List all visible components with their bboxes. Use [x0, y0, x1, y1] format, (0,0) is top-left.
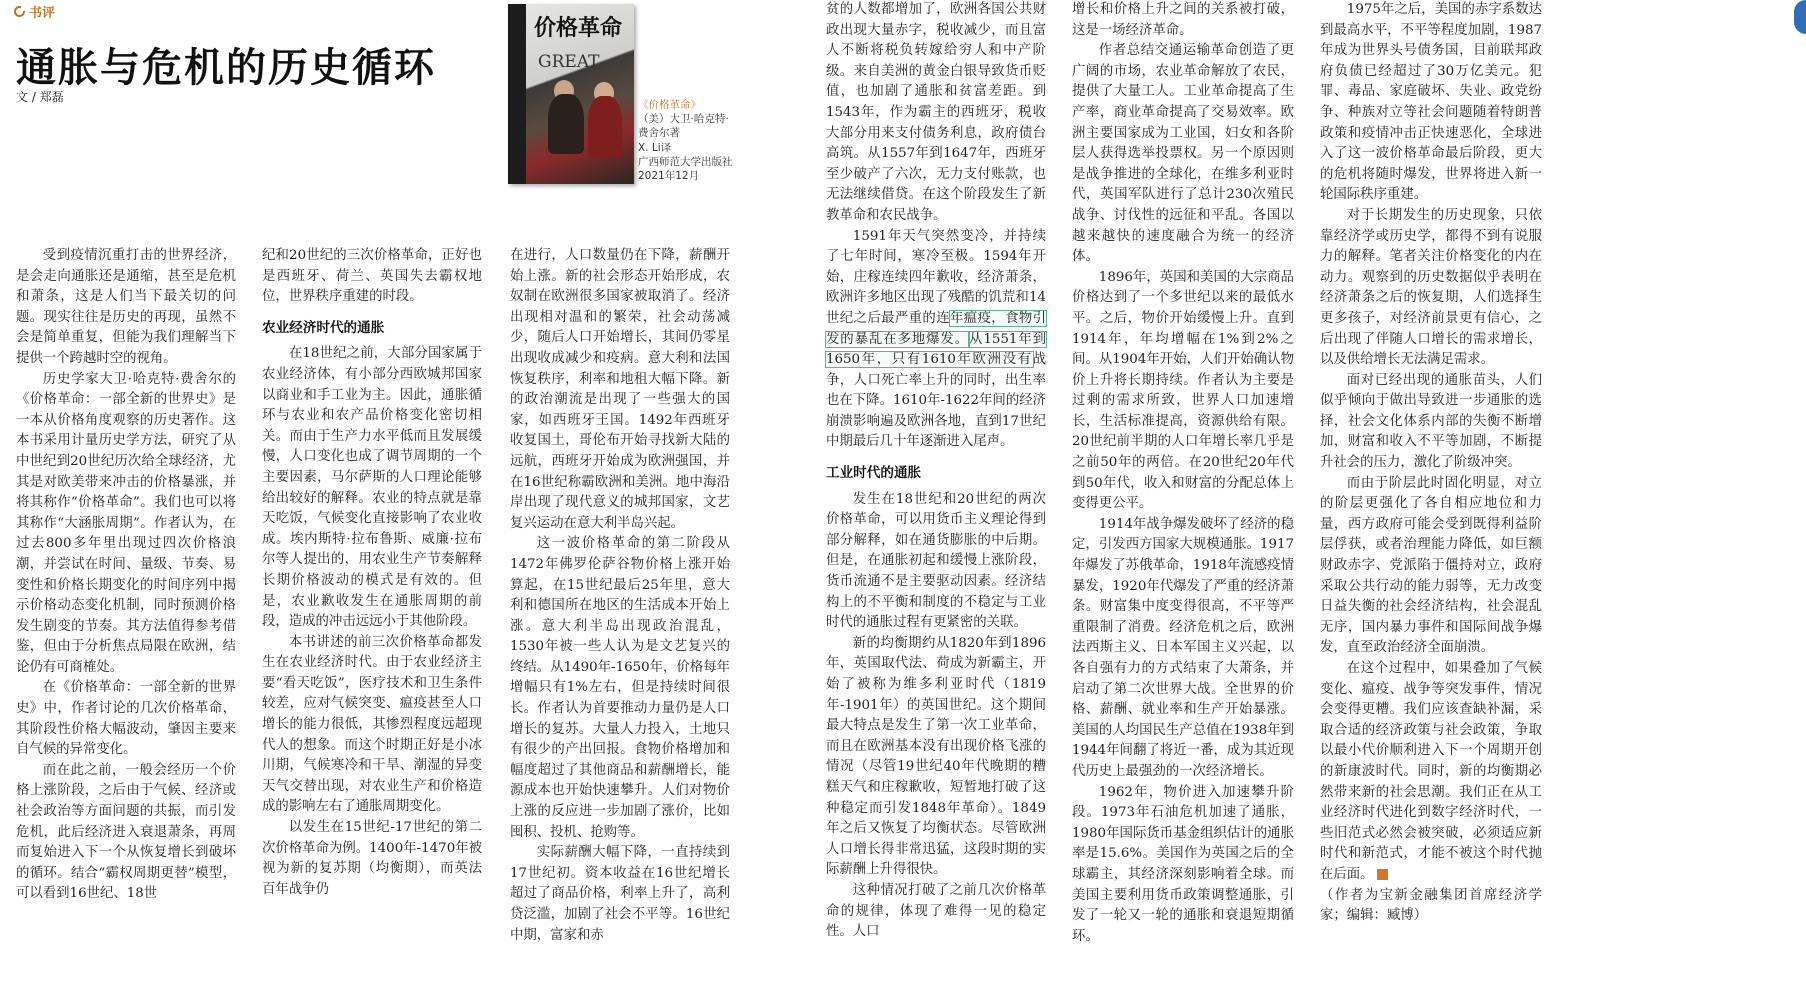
highlighted-text[interactable]: 从1551年到1650年，只有1610年欧洲没有: [826, 331, 1047, 368]
text-column-3: [510, 246, 730, 946]
paragraph: 发生在18世纪和20世纪的两次价格革命，可以用货币主义理论得到部分解释，如在通货膨胀的中后期。但是，在通胀初起和缓慢上涨阶段，货币流通不是主要驱动因素。经济结构上的不平衡和制度的不稳定与工业时代的通胀过程有更紧密的关联。: [826, 491, 1046, 631]
book-cover-title: 价格革命: [534, 16, 623, 41]
paragraph: 1914年战争爆发破坏了经济的稳定，引发西方国家大规模通胀。1917年爆发了苏俄革命，1918年流感疫情暴发，1920年代爆发了严重的经济萧条。财富集中度变得很高，不平等严重限制了消费。经济危机之后，欧洲法西斯主义、日本军国主义兴起，以各自强有力的方式结束了大萧条，并启动了第二次世界大战。全世界的价格、薪酬、就业率和生产开始暴涨。美国的人均国民生产总值在1938年到1944年间翻了将近一番，成为其近现代历史上最强劲的一次经济增长。: [1072, 516, 1294, 779]
book-translator: X. Li译: [638, 141, 672, 154]
section-circle-icon: [14, 6, 25, 17]
section-heading: 工业时代的通胀: [826, 465, 922, 482]
paragraph: 在18世纪之前，大部分国家属于农业经济体，有小部分西欧城邦国家以商业和手工业为主。因此，通胀循环与农业和农产品价格变化密切相关。而由于生产力水平低而且发展缓慢，人口变化也成了调节周期的一个主要因素，马尔萨斯的人口理论能够给出较好的解释。农业的特点就是靠天吃饭，气候变化直接影响了农业收成。埃内斯特·拉布鲁斯、威廉·拉布尔等人提出的，用农业生产节奏解释长期价格波动的模式是有效的。但是，农业歉收发生在通胀周期的前段，造成的冲击远远小于其他阶段。: [262, 346, 482, 630]
end-mark-icon: [1377, 869, 1388, 880]
book-cover-en: GREAT: [538, 52, 600, 72]
paragraph: 这一波价格革命的第二阶段从1472年佛罗伦萨谷物价格上涨开始算起，在15世纪最后25年里，意大利和德国所在地区的生活成本开始上涨。意大利半岛出现政治混乱，1530年被一些人认为是文艺复兴的终结。从1490年-1650年，价格每年增幅只有1%左右，但是持续时间很长。作者认为首要推动力量仍是人口增长的复苏。大量人力投入，土地只有很少的产出回报。食物价格增加和幅度超过了其他商品和薪酬增长，能源成本也开始快速攀升。人们对物价上涨的反应进一步加剧了涨价，比如囤积、投机、抢购等。: [510, 536, 730, 840]
author-note: （作者为宝新金融集团首席经济学家；编辑：臧博）: [1320, 887, 1542, 924]
article-author: 文 / 郑磊: [16, 90, 64, 104]
book-publisher: 广西师范大学出版社: [638, 155, 733, 168]
book-spine: [508, 4, 526, 184]
paragraph: 而由于阶层此时固化明显，对立的阶层更强化了各自相应地位和力量，西方政府可能会受到既得利益阶层俘获，或者治理能力降低，如巨额财政赤字、党派陷于僵持对立，政府采取公共行动的能力弱等，无力改变日益失衡的社会经济结构，社会混乱无序，国内暴力事件和国际间战争爆发，直至政治经济全面崩溃。: [1320, 475, 1542, 656]
paragraph: [826, 227, 1046, 454]
cover-figure: [548, 94, 584, 154]
paragraph: 历史学家大卫·哈克特·费舍尔的《价格革命：一部全新的世界史》是一本从价格角度观察的历史著作。这本书采用计量历史学方法，研究了从中世纪到20世纪历次给全球经济，尤其是对欧美带来冲击的价格暴涨，并将其称作“价格革命”。我们也可以将其称作“大涵胀周期”。作者认为，在过去800多年里出现过四次价格浪潮，并尝试在时间、量级、节奏、易变性和价格长期变化的时间序列中揭示价格动态变化机制，同时预测价格发生剧变的节奏。其方法值得参考借鉴，但由于分析焦点局限在欧洲，结论仍有可商榷处。: [16, 371, 236, 675]
section-heading: 农业经济时代的通胀: [262, 319, 385, 336]
paragraph: 1896年，英国和美国的大宗商品价格达到了一个多世纪以来的最低水平。之后，物价开始缓慢上升。直到1914年，年均增幅在1%到2%之间。从1904年开始，人们开始确认物价上升将长期持续。作者认为主要是过剩的需求所致，世界人口加速增长，生活标准提高，资源供给有限。20世纪前半期的人口年增长率几乎是之前50年的两倍。在20世纪20年代到50年代，收入和财富的分配总体上变得更公平。: [1072, 269, 1294, 512]
paragraph: 对于长期发生的历史现象，只依靠经济学或历史学，都得不到有说服力的解释。笔者关注价格变化的内在动力。观察到的历史数据似乎表明在经济萧条之后的恢复期，人们选择生更多孩子，对经济前景更有信心，之后出现了伴随人口增长的需求增长，以及供给增长无法满足需求。: [1320, 207, 1542, 368]
book-author: （美）大卫·哈克特·费舍尔著: [638, 113, 729, 140]
text-column-5: [1072, 0, 1294, 947]
book-cover-image: [508, 4, 634, 184]
paragraph: 作者总结交通运输革命创造了更广阔的市场，农业革命解放了农民，提供了大量工人。工业革命提高了生产率，商业革命提高了交易效率。欧洲主要国家成为工业国，妇女和各阶层人获得选举投票权。另一个原因则是战争推进的全球化，在维多利亚时代，英国军队进行了总计230次殖民战争、讨伐性的远征和平乱。各国以越来越快的速度融合为统一的经济体。: [1072, 43, 1294, 265]
text-column-4: [826, 0, 1046, 943]
paragraph: 面对已经出现的通胀苗头，人们似乎倾向于做出导致进一步通胀的选择，社会文化体系内部的失衡不断增加，财富和收入不平等加剧，不断提升社会的压力，激化了阶级冲突。: [1320, 372, 1542, 471]
paragraph: 在进行，人口数量仍在下降，薪酬开始上涨。新的社会形态开始形成，农奴制在欧洲很多国家被取消了。经济出现相对温和的繁荣，社会动荡减少，随后人口开始增长，其间仍零星出现收成减少和疫病。意大利和法国恢复秩序，利率和地租大幅下降。新的政治潮流是出现了一些强大的国家，如西班牙王国。1492年西班牙收复国土，哥伦布开始寻找新大陆的远航，西班牙开始成为欧洲强国，并在16世纪称霸欧洲和美洲。地中海沿岸出现了现代意义的城邦国家，文艺复兴运动在意大利半岛兴起。: [510, 248, 730, 531]
paragraph-text: 战争，人口死亡率上升的同时，出生率也在下降。1610年-1622年间的经济崩溃影响遍及欧洲各地，直到17世纪中期最后几十年逐渐进入尾声。: [826, 352, 1046, 450]
section-tag: [14, 2, 55, 21]
text-column-1: [16, 246, 236, 905]
paragraph: 本书讲述的前三次价格革命都发生在农业经济时代。由于农业经济主要“看天吃饭”，医疗技术和卫生条件较差，应对气候突变、瘟疫甚至人口增长的能力很低，其惨烈程度远超现代人的想象。而这个时期正好是小冰川期，气候寒冷和干旱、潮湿的异变天气交替出现，对农业生产和价格造成的影响左右了通胀周期变化。: [262, 634, 482, 815]
paragraph: 贫的人数都增加了，欧洲各国公共财政出现大量赤字，税收减少，而且富人不断将税负转嫁给穷人和中产阶级。来自美洲的黄金白银导致货币贬值，也加剧了通胀和贫富差距。到1543年，作为霸主的西班牙，税收大部分用来支付债务利息，政府债台高筑。从1557年到1647年，西班牙至少破产了六次，无力支付账款，也无法继续借贷。在这个阶段发生了新教革命和农民战争。: [826, 2, 1046, 223]
text-column-2: [262, 246, 482, 900]
paragraph: 新的均衡期约从1820年到1896年，英国取代法、荷成为新霸主，开始了被称为维多利亚时代（1819年-1901年）的英国世纪。这个期间最大特点是发生了第一次工业革命，而且在欧洲基本没有出现价格飞涨的情况（尽管19世纪40年代晚期的糟糕天气和庄稼歉收，短暂地打破了这种稳定而引发1848年革命）。1849年之后又恢复了均衡状态。尽管欧洲人口增长得非常迅猛，这段时期的实际薪酬上升得很快。: [826, 635, 1046, 878]
paragraph-text: 1591年天气突然变冷，并持续了七年时间，寒冷至极。1594年开始，庄稼连续四年歉收，经济萧条，欧洲许多地区出现了残酷的饥荒和14世纪之后最严重的连: [826, 228, 1046, 326]
paragraph-text: 在这个过程中，如果叠加了气候变化、瘟疫、战争等突发事件，情况会变得更糟。我们应该查缺补漏，采取合适的经济政策与社会政策，争取以最小代价顺利进入下一个周期开创的新康波时代。同时，新的均衡期必然带来新的社会思潮。我们正在从工业经济时代进化到数字经济时代，一些旧范式必然会被突破，必须适应新时代和新范式，才能不被这个时代抛在后面。: [1320, 661, 1542, 882]
paragraph: 这种情况打破了之前几次价格革命的规律，体现了难得一见的稳定性。人口: [826, 882, 1046, 940]
paragraph: 纪和20世纪的三次价格革命，正好也是西班牙、荷兰、英国失去霸权地位，世界秩序重建的时段。: [262, 248, 482, 305]
paragraph: 1962年，物价进入加速攀升阶段。1973年石油危机加速了通胀，1980年国际货币基金组织估计的通胀率是15.6%。美国作为英国之后的全球霸主，其经济深刻影响着全球。而美国主要利用货币政策调整通胀，引发了一轮又一轮的通胀和衰退短期循环。: [1072, 784, 1294, 944]
paragraph: [1320, 659, 1542, 886]
book-info: [638, 98, 738, 183]
paragraph: 实际薪酬大幅下降，一直持续到17世纪初。资本收益在16世纪增长超过了商品价格，利率上升了，高利贷泛滥，加剧了社会不平等。16世纪中期，富家和赤: [510, 845, 730, 943]
paragraph: 以发生在15世纪-17世纪的第二次价格革命为例。1400年-1470年被视为新的复苏期（均衡期），而英法百年战争仍: [262, 820, 482, 897]
cover-figure: [588, 96, 622, 158]
paragraph: 而在此之前，一般会经历一个价格上涨阶段，之后由于气候、经济或社会政治等方面问题的共振，而引发危机，此后经济进入衰退萧条，再周而复始进入下一个从恢复增长到破坏的循环。结合“霸权周期更替”模型，可以看到16世纪、18世: [16, 762, 236, 902]
paragraph: 1975年之后，美国的赤字系数达到最高水平，不平等程度加剧，1987年成为世界头号债务国，目前联邦政府负债已经超过了30万亿美元。犯罪、毒品、家庭破坏、失业、政党纷争、种族对立等社会问题随着特朗普政策和疫情冲击正快速恶化，全球进入了这一波价格革命最后阶段，更大的危机将随时爆发，世界将进入新一轮国际秩序重建。: [1320, 2, 1542, 203]
book-date: 2021年12月: [638, 170, 700, 183]
book-title: 《价格革命》: [638, 99, 701, 111]
paragraph: 受到疫情沉重打击的世界经济，是会走向通胀还是通缩，甚至是危机和萧条，这是人们当下最关切的问题。现实往往是历史的再现，虽然不会是简单重复，但能为我们理解当下提供一个跨越时空的视角。: [16, 248, 236, 366]
page-edge-marker: [1794, 0, 1806, 34]
text-column-6: [1320, 0, 1542, 927]
article-title: 通胀与危机的历史循环: [16, 44, 436, 91]
section-tag-label: 书评: [29, 6, 56, 21]
highlighted-text[interactable]: 年瘟疫，食物引发的暴乱在多地爆发。: [826, 310, 1047, 347]
paragraph: 在《价格革命：一部全新的世界史》中，作者讨论的几次价格革命，其阶段性价格大幅波动，肇因主要来自气候的异常变化。: [16, 680, 236, 758]
paragraph: 增长和价格上升之间的关系被打破，这是一场经济革命。: [1072, 2, 1294, 38]
